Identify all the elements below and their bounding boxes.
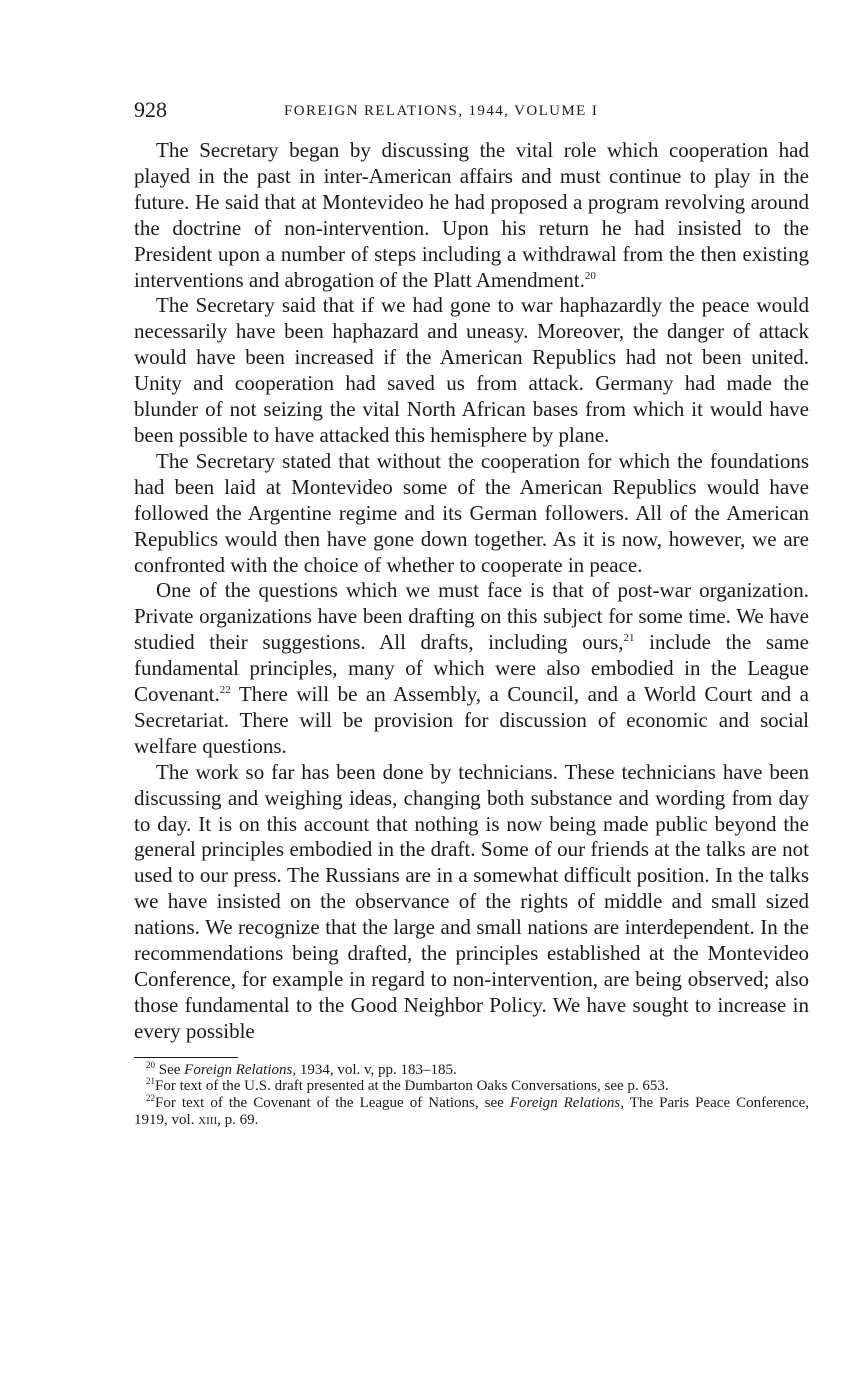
footnote-volume: xiii bbox=[198, 1111, 218, 1128]
paragraph-2-text: The Secretary said that if we had gone to war haphazardly the peace would necessarily have been haphazard and uneasy. Moreover, the danger of attack would have been increased if the American Republics had not been united. Unity and cooperation had saved us from attack. Germany had made the blunder of not seizing the vital North African bases from which it would have been possible to have attacked this hemisphere by plane. bbox=[134, 293, 809, 447]
paragraph-4-text-part-2: include the same fundamental principles, many of which were also embodied in the League Covenant. bbox=[134, 630, 809, 707]
footnote-text: For text of the U.S. draft presented at the Dumbarton Oaks Conversations, see p. 653. bbox=[155, 1078, 669, 1095]
page-number: 928 bbox=[134, 97, 167, 122]
paragraph-1-text: The Secretary began by discussing the vital role which cooperation had played in the past in inter-American affairs and must continue to play in the future. He said that at Montevideo he had proposed a program revolving around the doctrine of non-intervention. Upon his return he had insisted to the President upon a number of steps including a withdrawal from the then existing interventions and abrogation of the Platt Amendment. bbox=[134, 138, 809, 292]
footnote-text: 1934, vol. v, pp. 183–185. bbox=[296, 1061, 457, 1078]
footnote-number: 22 bbox=[146, 1092, 155, 1103]
paragraph-3 bbox=[134, 449, 809, 579]
paragraph-1 bbox=[134, 138, 809, 293]
paragraph-5-text: The work so far has been done by technicians. These technicians have been discussing and weighing ideas, changing both substance and wording from day to day. It is on this account that nothing is now being made public beyond the general principles embodied in the draft. Some of our friends at the talks are not used to our press. The Russians are in a somewhat difficult position. In the talks we have insisted on the observance of the rights of middle and small sized nations. We recognize that the large and small nations are interdependent. In the recommendations being drafted, the principles established at the Montevideo Conference, for example in regard to non-intervention, are being observed; also those fundamental to the Good Neighbor Policy. We have sought to increase in every possible bbox=[134, 759, 809, 1043]
body-text bbox=[134, 138, 809, 1045]
footnote-text: , p. 69. bbox=[217, 1111, 259, 1128]
footnote-21 bbox=[134, 1078, 809, 1095]
running-head bbox=[134, 96, 809, 126]
footnote-ref-21: 21 bbox=[623, 632, 635, 645]
paragraph-5 bbox=[134, 760, 809, 1045]
paragraph-2 bbox=[134, 293, 809, 448]
footnote-title: Foreign Relations, bbox=[509, 1094, 625, 1111]
footnote-number: 20 bbox=[146, 1059, 155, 1070]
footnote-22 bbox=[134, 1092, 809, 1128]
paragraph-3-text: The Secretary stated that without the cooperation for which the foundations had been laid at Montevideo some of the American Republics would have followed the Argentine regime and its German followers. All of the American Republics would then have gone down together. As it is now, however, we are confronted with the choice of whether to cooperate in peace. bbox=[134, 448, 809, 577]
footnotes bbox=[134, 1059, 809, 1128]
document-page bbox=[134, 96, 809, 1128]
running-title: FOREIGN RELATIONS, 1944, VOLUME I bbox=[284, 103, 599, 119]
footnote-divider bbox=[134, 1057, 238, 1058]
paragraph-4 bbox=[134, 578, 809, 759]
footnote-title: Foreign Relations, bbox=[184, 1061, 297, 1078]
footnote-ref-22: 22 bbox=[219, 684, 231, 697]
footnote-number: 21 bbox=[146, 1076, 155, 1087]
footnote-20 bbox=[134, 1059, 809, 1079]
footnote-text: The Paris Peace Conference, 1919, vol. bbox=[134, 1094, 809, 1128]
paragraph-4-text-part-1: One of the questions which we must face is that of post-war organization. Private organizations have been drafting on this subject for some time. We have studied their suggestions. All drafts, including ours, bbox=[134, 578, 809, 655]
footnote-text: For text of the Covenant of the League of Nations, see bbox=[155, 1094, 510, 1111]
footnote-text: See bbox=[158, 1061, 185, 1078]
paragraph-4-text-part-3: There will be an Assembly, a Council, and a World Court and a Secretariat. There will be provision for discussion of economic and social welfare questions. bbox=[134, 682, 809, 758]
footnote-ref-20: 20 bbox=[584, 269, 596, 282]
